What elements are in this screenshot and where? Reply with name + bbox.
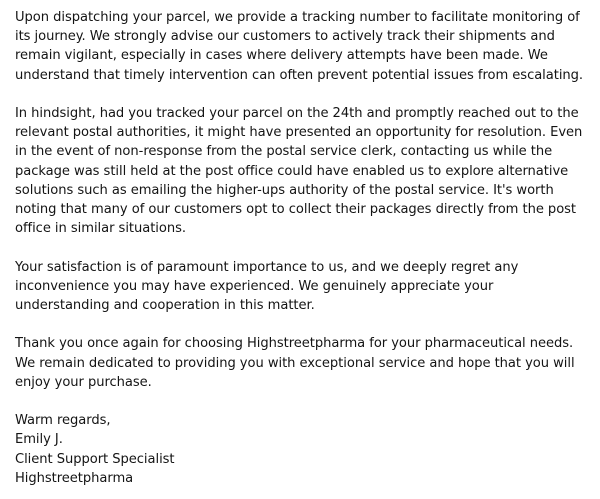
signature-closing: Warm regards, xyxy=(15,413,111,429)
signature-name: Emily J. xyxy=(15,432,63,448)
signature-company: Highstreetpharma xyxy=(15,470,134,486)
paragraph-hindsight: In hindsight, had you tracked your parcel on the 24th and promptly reached out to the relevant postal authorities, it might have presented an opportunity for resolution. Even in the event of non-response from the postal service clerk, contacting us while the package was still held at the post office could have enabled us to explore alternative solutions such as emailing the higher-ups authority of the postal service. It's worth noting that many of our customers opt to collect their packages directly from the post office in similar situations. xyxy=(15,106,583,237)
paragraph-thank-you: Thank you once again for choosing Highstreetpharma for your pharmaceutical needs. We remain dedicated to providing you with exceptional service and hope that you will enjoy your purchase. xyxy=(15,336,575,390)
paragraph-apology: Your satisfaction is of paramount importance to us, and we deeply regret any inconvenience you may have experienced. We genuinely appreciate your understanding and cooperation in this matter. xyxy=(15,259,519,314)
paragraph-tracking-advice: Upon dispatching your parcel, we provide a tracking number to facilitate monitoring of its journey. We strongly advise our customers to actively track their shipments and remain vigilant, especially in cases where delivery attempts have been made. We understand that timely intervention can often prevent potential issues from escalating. xyxy=(15,10,584,83)
signature-title: Client Support Specialist xyxy=(15,451,175,467)
signature-block xyxy=(15,411,586,488)
